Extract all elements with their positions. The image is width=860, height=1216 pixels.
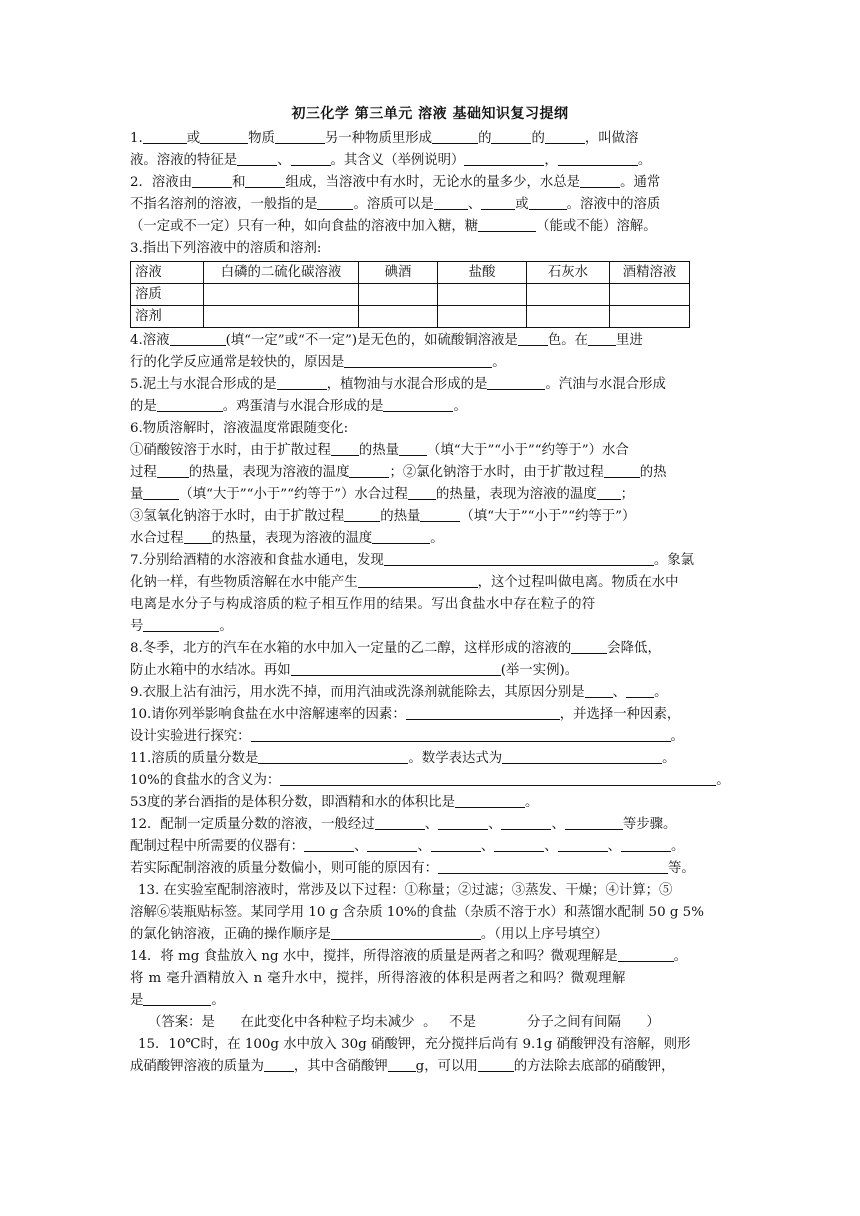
question-13-line2: 溶解⑥装瓶贴标签。某同学用 10 g 含杂质 10%的食盐（杂质不溶于水）和蒸馏水配制 50 g 5% [130, 905, 704, 920]
blank[interactable] [431, 837, 481, 852]
blank[interactable] [597, 485, 621, 500]
question-7-line3: 电离是水分子与构成溶质的粒子相互作用的结果。写出食盐水中存在粒子的符 [130, 597, 596, 612]
question-12-line3: 若实际配制溶液的质量分数偏小，则可能的原因有： 等。 [130, 861, 695, 876]
blank[interactable] [143, 617, 219, 632]
blank[interactable] [184, 529, 212, 544]
blank[interactable] [291, 151, 331, 166]
blank[interactable] [434, 195, 468, 210]
blank[interactable] [275, 129, 325, 144]
question-14-answer: （答案：是 在此变化中各种粒子均未减少 。 不是 分子之间有间隔 ） [148, 1015, 660, 1030]
row-label: 溶剂 [131, 306, 204, 328]
question-6-line1: ①硝酸铵溶于水时，由于扩散过程 的热量 （填“大于”“小于”“约等于”）水合 [130, 443, 629, 458]
table-header-cell: 盐酸 [438, 262, 527, 284]
blank[interactable] [438, 815, 488, 830]
blank[interactable] [478, 217, 536, 232]
blank[interactable] [384, 551, 654, 566]
table-header-row [131, 262, 690, 284]
blank[interactable] [367, 837, 417, 852]
blank[interactable] [558, 151, 638, 166]
blank[interactable] [502, 749, 662, 764]
blank[interactable] [518, 331, 548, 346]
blank[interactable] [200, 129, 248, 144]
blank[interactable] [304, 837, 354, 852]
blank[interactable] [481, 195, 515, 210]
table-cell[interactable] [527, 284, 610, 306]
question-1: 1. 或 物质 另一种物质里形成 的 的 ，叫做溶 [130, 131, 639, 146]
blank[interactable] [618, 947, 674, 962]
table-header-cell: 酒精溶液 [610, 262, 690, 284]
question-6-line4: ③氢氧化钠溶于水时，由于扩散过程 的热量 （填“大于”“小于”“约等于”） [130, 509, 636, 524]
blank[interactable] [372, 529, 430, 544]
question-15-line2: 成硝酸钾溶液的质量为 ，其中含硝酸钾 g，可以用 的方法除去底部的硝酸钾， [130, 1059, 675, 1074]
blank[interactable] [432, 129, 478, 144]
table-cell[interactable] [359, 306, 438, 328]
blank[interactable] [280, 771, 716, 786]
solute-solvent-table [130, 261, 690, 328]
question-4: 4.溶液 (填“一定”或“不一定”)是无色的，如硫酸铜溶液是 色。在 里进 [130, 333, 643, 348]
document-title: 初三化学 第三单元 溶液 基础知识复习提纲 [291, 106, 569, 122]
blank[interactable] [388, 1057, 416, 1072]
question-4-line2: 行的化学反应通常是较快的，原因是 。 [130, 355, 506, 370]
blank[interactable] [626, 683, 654, 698]
question-13-line3: 的氯化钠溶液，正确的操作顺序是 。（用以上序号填空） [130, 927, 609, 942]
blank[interactable] [291, 661, 501, 676]
question-6-line5: 水合过程 的热量，表现为溶液的温度 。 [130, 531, 444, 546]
blank[interactable] [383, 397, 453, 412]
blank[interactable] [331, 925, 481, 940]
document-page [130, 104, 730, 1078]
blank[interactable] [237, 151, 277, 166]
table-row [131, 306, 690, 328]
table-cell[interactable] [438, 306, 527, 328]
blank[interactable] [558, 837, 608, 852]
table-cell[interactable] [438, 284, 527, 306]
table-header-cell: 溶液 [131, 262, 204, 284]
blank[interactable] [143, 991, 211, 1006]
blank[interactable] [580, 173, 620, 188]
blank[interactable] [408, 485, 436, 500]
question-7-line4: 号 。 [130, 619, 233, 634]
question-3: 3.指出下列溶液中的溶质和溶剂: [130, 241, 322, 256]
blank[interactable] [604, 463, 640, 478]
blank[interactable] [529, 195, 567, 210]
blank[interactable] [464, 151, 544, 166]
blank[interactable] [245, 173, 285, 188]
table-cell[interactable] [527, 306, 610, 328]
blank[interactable] [258, 749, 408, 764]
row-label: 溶质 [131, 284, 204, 306]
blank[interactable] [344, 353, 492, 368]
question-13: 13. 在实验室配制溶液时，常涉及以下过程：①称量；②过滤；③蒸发、干燥；④计算；⑤ [138, 883, 673, 898]
question-6: 6.物质溶解时，溶液温度常跟随变化: [130, 421, 349, 436]
blank[interactable] [487, 375, 545, 390]
blank[interactable] [420, 507, 460, 522]
blank[interactable] [588, 331, 616, 346]
question-11-line3: 53度的茅台酒指的是体积分数，即酒精和水的体积比是 。 [130, 795, 539, 810]
blank[interactable] [565, 815, 623, 830]
question-7: 7.分别给酒精的水溶液和食盐水通电，发现 。象氯 [130, 553, 694, 568]
blank[interactable] [399, 441, 427, 456]
blank[interactable] [406, 705, 560, 720]
table-cell[interactable] [359, 284, 438, 306]
question-1-cont: 液。溶液的特征是 、 。其含义（举例说明） ， 。 [130, 153, 652, 168]
table-cell[interactable] [610, 284, 690, 306]
table-row [131, 284, 690, 306]
blank[interactable] [251, 727, 671, 742]
blank[interactable] [170, 331, 226, 346]
table-header-cell: 碘酒 [359, 262, 438, 284]
blank[interactable] [494, 837, 544, 852]
question-11: 11.溶质的质量分数是 。数学表达式为 。 [130, 751, 676, 766]
question-12: 12．配制一定质量分数的溶液，一般经过 、 、 、 等步骤。 [130, 817, 677, 832]
blank[interactable] [192, 173, 232, 188]
blank[interactable] [501, 815, 551, 830]
question-2-line2: 不指名溶剂的溶液，一般指的是 。溶质可以是 、 或 。溶液中的溶质 [130, 197, 661, 212]
blank[interactable] [277, 375, 327, 390]
blank[interactable] [157, 397, 223, 412]
blank[interactable] [621, 837, 671, 852]
blank[interactable] [143, 485, 179, 500]
question-10: 10.请你列举影响食盐在水中溶解速率的因素： ，并选择一种因素， [130, 707, 681, 722]
blank[interactable] [264, 1057, 294, 1072]
question-2-line3: （一定或不一定）只有一种，如向食盐的溶液中加入糖，糖 （能或不能）溶解。 [130, 219, 657, 234]
blank[interactable] [478, 1057, 514, 1072]
blank[interactable] [585, 683, 613, 698]
blank[interactable] [545, 129, 585, 144]
blank[interactable] [375, 815, 425, 830]
question-9: 9.衣服上沾有油污，用水洗不掉，而用汽油或洗涤剂就能除去，其原因分别是 、 。 [130, 685, 668, 700]
question-8-line2: 防止水箱中的水结冰。再如 (举一实例)。 [130, 663, 579, 678]
blank[interactable] [331, 441, 359, 456]
question-11-line2: 10%的食盐水的含义为： 。 [130, 773, 730, 788]
question-10-line2: 设计实验进行探究： 。 [130, 729, 684, 744]
table-cell[interactable] [204, 306, 359, 328]
blank[interactable] [344, 507, 380, 522]
question-6-line2: 过程 的热量，表现为溶液的温度 ；②氯化钠溶于水时，由于扩散过程 的热 [130, 465, 667, 480]
question-14-line2: 将 m 毫升酒精放入 n 毫升水中，搅拌，所得溶液的体积是两者之和吗？微观理解 [130, 971, 626, 986]
blank[interactable] [438, 859, 668, 874]
blank[interactable] [349, 463, 389, 478]
question-2: 2．溶液由 和 组成，当溶液中有水时，无论水的量多少，水总是 。通常 [130, 175, 661, 190]
blank[interactable] [571, 639, 607, 654]
blank[interactable] [317, 195, 353, 210]
blank[interactable] [455, 793, 525, 808]
blank[interactable] [143, 129, 187, 144]
question-8: 8.冬季，北方的汽车在水箱的水中加入一定量的乙二醇，这样形成的溶液的 会降低， [130, 641, 661, 656]
question-7-line2: 化钠一样，有些物质溶解在水中能产生 ，这个过程叫做电离。物质在水中 [130, 575, 679, 590]
question-5: 5.泥土与水混合形成的是 ，植物油与水混合形成的是 。汽油与水混合形成 [130, 377, 666, 392]
question-12-line2: 配制过程中所需要的仪器有： 、 、 、 、 、 。 [130, 839, 685, 854]
table-header-cell: 石灰水 [527, 262, 610, 284]
question-14: 14．将 mg 食盐放入 ng 水中，搅拌，所得溶液的质量是两者之和吗？微观理解是 。 [130, 949, 688, 964]
blank[interactable] [157, 463, 189, 478]
question-15: 15．10℃时，在 100g 水中放入 30g 硝酸钾，充分搅拌后尚有 9.1g 硝酸钾没有溶解，则形 [138, 1037, 691, 1052]
question-14-line3: 是 。 [130, 993, 225, 1008]
question-6-line3: 量 （填“大于”“小于”“约等于”）水合过程 的热量，表现为溶液的温度 ； [130, 487, 635, 502]
blank[interactable] [358, 573, 478, 588]
table-cell[interactable] [610, 306, 690, 328]
table-header-cell: 白磷的二硫化碳溶液 [204, 262, 359, 284]
question-5-line2: 的是 。鸡蛋清与水混合形成的是 。 [130, 399, 467, 414]
table-cell[interactable] [204, 284, 359, 306]
blank[interactable] [491, 129, 531, 144]
